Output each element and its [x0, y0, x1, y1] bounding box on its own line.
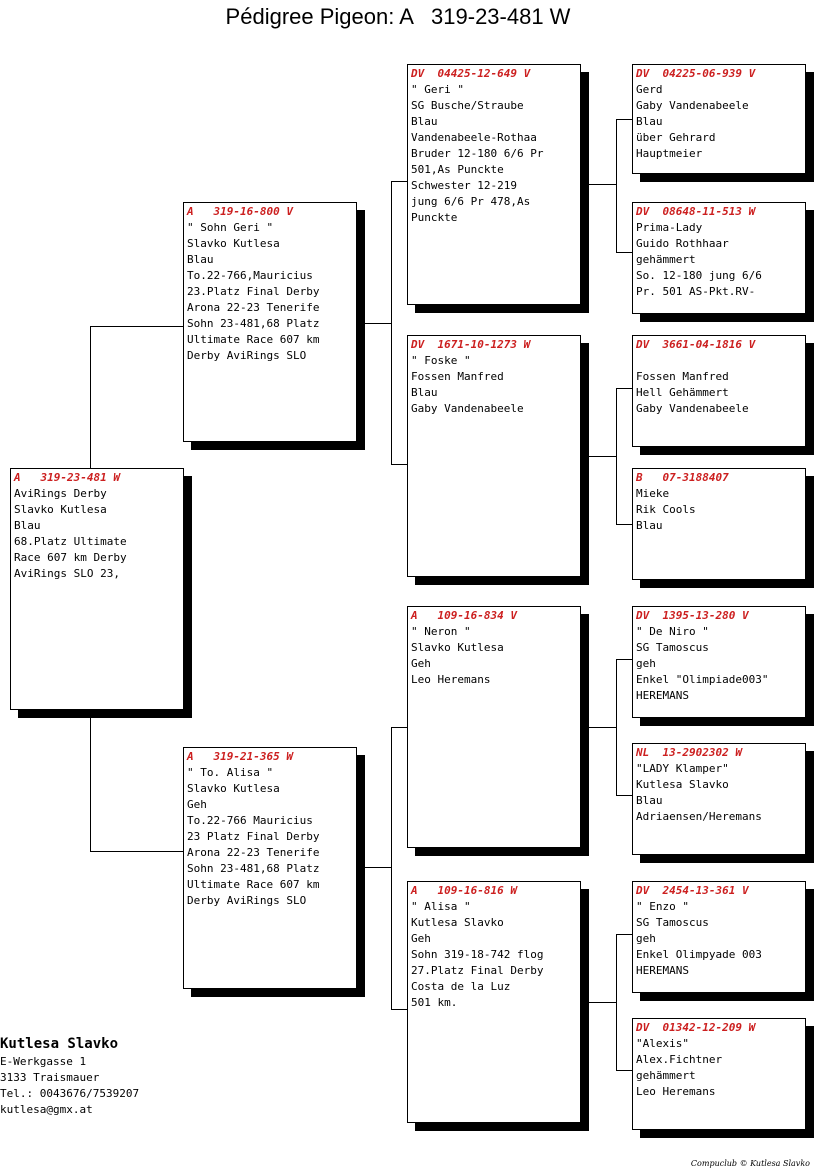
pigeon-info-line: Hauptmeier: [636, 147, 703, 160]
pigeon-card-mother: [183, 747, 357, 989]
pigeon-info-line: Sohn 319-18-742 flog: [411, 948, 544, 961]
pigeon-info-line: HEREMANS: [636, 964, 689, 977]
ring-number: DV 04425-12-649 V: [411, 67, 531, 80]
breeder-phone-line: Tel.: 0043676/7539207: [0, 1087, 140, 1100]
connector-line: [616, 934, 617, 1070]
pigeon-info-line: SG Busche/Straube: [411, 99, 524, 112]
pigeon-info-line: Kutlesa Slavko: [636, 778, 729, 791]
pigeon-card-mmf: [632, 881, 806, 993]
pigeon-card-fff: [632, 64, 806, 174]
connector-line: [589, 184, 616, 185]
connector-line: [391, 727, 407, 728]
pigeon-info-line: Vandenabeele-Rothaa: [411, 131, 537, 144]
breeder-info: [0, 1034, 139, 1118]
pigeon-info-line: Geh: [187, 798, 207, 811]
pigeon-info-line: Leo Heremans: [636, 1085, 716, 1098]
pigeon-info-line: Blau: [187, 253, 214, 266]
pigeon-info-line: Race 607 km Derby: [14, 551, 127, 564]
pigeon-info-line: Gaby Vandenabeele: [411, 402, 524, 415]
pigeon-info-line: Geh: [411, 657, 431, 670]
pigeon-info-line: Prima-Lady: [636, 221, 703, 234]
pigeon-info-line: " Foske ": [411, 354, 471, 367]
connector-line: [616, 119, 632, 120]
connector-line: [616, 524, 632, 525]
pigeon-info-line: geh: [636, 657, 656, 670]
pigeon-info-line: Fossen Manfred: [411, 370, 504, 383]
pigeon-info-line: Blau: [411, 115, 438, 128]
pigeon-info-line: Blau: [411, 386, 438, 399]
pigeon-info-line: 27.Platz Final Derby: [411, 964, 544, 977]
connector-line: [90, 326, 91, 469]
pigeon-info-line: To.22-766,Mauricius: [187, 269, 313, 282]
pigeon-info-line: Geh: [411, 932, 431, 945]
connector-line: [616, 1070, 632, 1071]
pigeon-info-line: Kutlesa Slavko: [411, 916, 504, 929]
ring-number: A 109-16-834 V: [411, 609, 517, 622]
ring-number: B 07-3188407: [636, 471, 729, 484]
ring-number: DV 08648-11-513 W: [636, 205, 756, 218]
pigeon-info-line: Sohn 23-481,68 Platz: [187, 317, 320, 330]
pigeon-info-line: AviRings SLO 23,: [14, 567, 120, 580]
ring-number: DV 1671-10-1273 W: [411, 338, 531, 351]
connector-line: [391, 464, 407, 465]
pigeon-info-line: Fossen Manfred: [636, 370, 729, 383]
ring-number: DV 1395-13-280 V: [636, 609, 749, 622]
breeder-email-line: kutlesa@gmx.at: [0, 1103, 93, 1116]
pigeon-info-line: Slavko Kutlesa: [14, 503, 107, 516]
connector-line: [616, 659, 617, 795]
pigeon-info-line: " Enzo ": [636, 900, 689, 913]
pigeon-info-line: Arona 22-23 Tenerife: [187, 301, 320, 314]
connector-line: [616, 934, 632, 935]
pigeon-info-line: Ultimate Race 607 km: [187, 878, 320, 891]
pigeon-info-line: 23 Platz Final Derby: [187, 830, 320, 843]
pigeon-card-mmm: [632, 1018, 806, 1130]
breeder-city-line: 3133 Traismauer: [0, 1071, 100, 1084]
pigeon-card-mff: [632, 606, 806, 718]
pigeon-info-line: Derby AviRings SLO: [187, 349, 307, 362]
copyright-note: Compuclub © Kutlesa Slavko: [690, 1159, 810, 1168]
connector-line: [90, 326, 183, 327]
pigeon-info-line: gehämmert: [636, 1069, 696, 1082]
connector-line: [391, 727, 392, 1009]
pigeon-info-line: " Alisa ": [411, 900, 471, 913]
page-title: Pédigree Pigeon: A 319-23-481 W: [225, 4, 571, 29]
connector-line: [90, 710, 91, 852]
connector-line: [616, 388, 632, 389]
pigeon-info-line: So. 12-180 jung 6/6: [636, 269, 762, 282]
pigeon-info-line: Ultimate Race 607 km: [187, 333, 320, 346]
pigeon-info-line: über Gehrard: [636, 131, 716, 144]
pigeon-info-line: Schwester 12-219: [411, 179, 517, 192]
pigeon-card-father-mother: [407, 335, 581, 577]
pigeon-info-line: Gaby Vandenabeele: [636, 99, 749, 112]
pigeon-card-ffm: [632, 202, 806, 314]
ring-number: DV 04225-06-939 V: [636, 67, 756, 80]
pigeon-info-line: AviRings Derby: [14, 487, 107, 500]
connector-line: [589, 456, 616, 457]
connector-line: [391, 1009, 407, 1010]
connector-line: [589, 1002, 616, 1003]
pigeon-info-line: Adriaensen/Heremans: [636, 810, 762, 823]
pigeon-info-line: gehämmert: [636, 253, 696, 266]
ring-number: A 109-16-816 W: [411, 884, 517, 897]
pigeon-info-line: geh: [636, 932, 656, 945]
pigeon-card-mfm: [632, 743, 806, 855]
pigeon-info-line: " Geri ": [411, 83, 464, 96]
connector-line: [589, 727, 616, 728]
pigeon-info-line: Blau: [636, 519, 663, 532]
pigeon-card-mother-father: [407, 606, 581, 848]
pigeon-info-line: SG Tamoscus: [636, 916, 709, 929]
pigeon-info-line: 23.Platz Final Derby: [187, 285, 320, 298]
pigeon-info-line: Punckte: [411, 211, 458, 224]
connector-line: [616, 119, 617, 252]
pigeon-info-line: Gerd: [636, 83, 663, 96]
pigeon-info-line: " To. Alisa ": [187, 766, 274, 779]
pigeon-info-line: Blau: [636, 115, 663, 128]
pigeon-info-line: [636, 353, 802, 369]
ring-number: A 319-21-365 W: [187, 750, 293, 763]
pigeon-info-line: Slavko Kutlesa: [187, 237, 280, 250]
pigeon-info-line: SG Tamoscus: [636, 641, 709, 654]
pigeon-card-father-father: [407, 64, 581, 305]
pigeon-info-line: Mieke: [636, 487, 670, 500]
pigeon-info-line: " De Niro ": [636, 625, 709, 638]
connector-line: [365, 867, 391, 868]
connector-line: [391, 181, 407, 182]
connector-line: [90, 851, 183, 852]
connector-line: [616, 388, 617, 524]
connector-line: [616, 659, 632, 660]
pigeon-info-line: 501 km.: [411, 996, 458, 1009]
ring-number: NL 13-2902302 W: [636, 746, 742, 759]
connector-line: [616, 795, 632, 796]
ring-number: A 319-16-800 V: [187, 205, 293, 218]
pigeon-card-subject: [10, 468, 184, 710]
pigeon-info-line: Guido Rothhaar: [636, 237, 729, 250]
pigeon-card-father: [183, 202, 357, 442]
pigeon-card-fmf: [632, 335, 806, 447]
pigeon-info-line: jung 6/6 Pr 478,As: [411, 195, 531, 208]
connector-line: [365, 323, 391, 324]
ring-number: A 319-23-481 W: [14, 471, 120, 484]
breeder-address-line: E-Werkgasse 1: [0, 1055, 87, 1068]
pigeon-info-line: To.22-766 Mauricius: [187, 814, 313, 827]
pigeon-info-line: "LADY Klamper": [636, 762, 729, 775]
pigeon-info-line: Arona 22-23 Tenerife: [187, 846, 320, 859]
pigeon-info-line: Enkel Olimpyade 003: [636, 948, 762, 961]
pigeon-info-line: Hell Gehämmert: [636, 386, 729, 399]
pigeon-info-line: HEREMANS: [636, 689, 689, 702]
pigeon-info-line: Pr. 501 AS-Pkt.RV-: [636, 285, 756, 298]
pigeon-info-line: " Neron ": [411, 625, 471, 638]
pigeon-info-line: Costa de la Luz: [411, 980, 511, 993]
pigeon-info-line: "Alexis": [636, 1037, 689, 1050]
pigeon-info-line: Sohn 23-481,68 Platz: [187, 862, 320, 875]
pigeon-card-fmm: [632, 468, 806, 580]
ring-number: DV 01342-12-209 W: [636, 1021, 756, 1034]
pigeon-info-line: Gaby Vandenabeele: [636, 402, 749, 415]
pigeon-info-line: Slavko Kutlesa: [411, 641, 504, 654]
connector-line: [616, 252, 632, 253]
pigeon-info-line: " Sohn Geri ": [187, 221, 274, 234]
pigeon-info-line: Blau: [636, 794, 663, 807]
breeder-name: Kutlesa Slavko: [0, 1036, 119, 1052]
pigeon-info-line: Leo Heremans: [411, 673, 491, 686]
pigeon-info-line: 501,As Punckte: [411, 163, 504, 176]
pigeon-info-line: Derby AviRings SLO: [187, 894, 307, 907]
pigeon-info-line: Slavko Kutlesa: [187, 782, 280, 795]
pigeon-info-line: Alex.Fichtner: [636, 1053, 723, 1066]
ring-number: DV 2454-13-361 V: [636, 884, 749, 897]
pigeon-info-line: Bruder 12-180 6/6 Pr: [411, 147, 544, 160]
pigeon-info-line: Enkel "Olimpiade003": [636, 673, 769, 686]
pigeon-info-line: Rik Cools: [636, 503, 696, 516]
pigeon-info-line: 68.Platz Ultimate: [14, 535, 127, 548]
connector-line: [391, 181, 392, 464]
pigeon-info-line: Blau: [14, 519, 41, 532]
pigeon-card-mother-mother: [407, 881, 581, 1123]
ring-number: DV 3661-04-1816 V: [636, 338, 756, 351]
